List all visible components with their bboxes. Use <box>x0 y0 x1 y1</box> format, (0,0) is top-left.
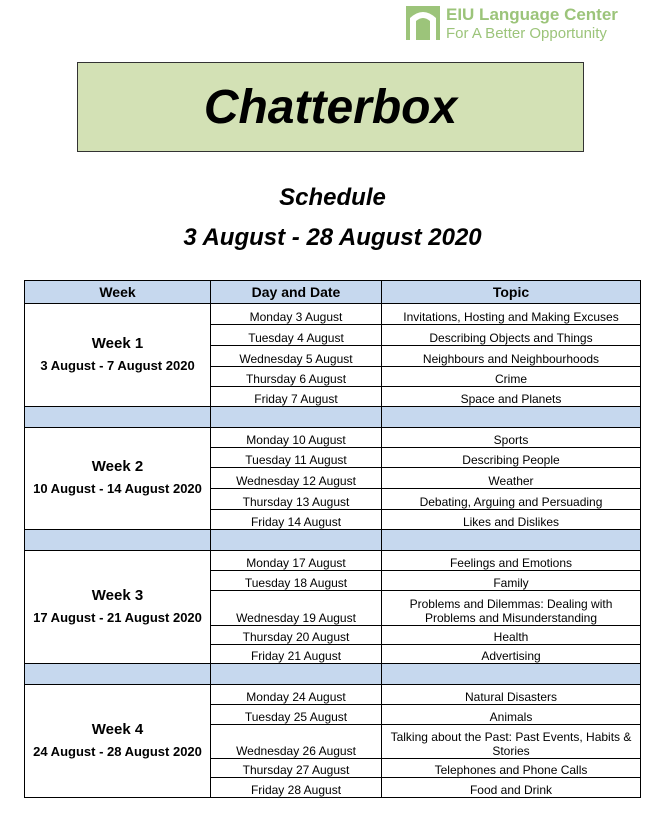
day-date-cell: Monday 17 August <box>211 551 382 571</box>
logo <box>406 5 636 45</box>
topic-cell: Space and Planets <box>382 387 641 407</box>
topic-cell: Crime <box>382 367 641 387</box>
header-topic: Topic <box>382 281 641 304</box>
week-separator-row <box>25 664 641 685</box>
separator-cell <box>25 664 211 685</box>
topic-cell: Family <box>382 571 641 591</box>
separator-cell <box>211 664 382 685</box>
topic-cell: Neighbours and Neighbourhoods <box>382 346 641 367</box>
separator-cell <box>211 530 382 551</box>
page-title: Chatterbox <box>203 80 458 134</box>
header-week: Week <box>25 281 211 304</box>
week-name: Week 1 <box>91 334 144 352</box>
day-date-cell: Tuesday 11 August <box>211 448 382 468</box>
day-date-cell: Monday 10 August <box>211 428 382 448</box>
day-date-cell: Thursday 20 August <box>211 626 382 645</box>
day-date-cell: Thursday 27 August <box>211 759 382 778</box>
day-date-cell: Wednesday 26 August <box>211 725 382 759</box>
week-cell <box>25 428 211 530</box>
day-date-cell: Wednesday 12 August <box>211 468 382 489</box>
topic-cell: Problems and Dilemmas: Dealing with Problems and Misunderstanding <box>382 591 641 626</box>
day-date-cell: Thursday 13 August <box>211 489 382 510</box>
logo-mark-icon <box>406 6 440 40</box>
day-date-cell: Wednesday 5 August <box>211 346 382 367</box>
topic-cell: Food and Drink <box>382 778 641 798</box>
topic-cell: Describing People <box>382 448 641 468</box>
topic-cell: Advertising <box>382 645 641 664</box>
week-range: 24 August - 28 August 2020 <box>33 743 202 759</box>
day-date-cell: Tuesday 4 August <box>211 325 382 346</box>
separator-cell <box>211 407 382 428</box>
day-date-cell: Friday 14 August <box>211 510 382 530</box>
separator-cell <box>382 530 641 551</box>
header-day-date: Day and Date <box>211 281 382 304</box>
topic-cell: Invitations, Hosting and Making Excuses <box>382 304 641 325</box>
separator-cell <box>25 407 211 428</box>
date-range-heading: 3 August - 28 August 2020 <box>183 224 482 251</box>
week-range: 10 August - 14 August 2020 <box>33 481 202 496</box>
topic-cell: Telephones and Phone Calls <box>382 759 641 778</box>
table-row <box>25 428 641 448</box>
topic-cell: Weather <box>382 468 641 489</box>
separator-cell <box>382 407 641 428</box>
day-date-cell: Tuesday 18 August <box>211 571 382 591</box>
day-date-cell: Wednesday 19 August <box>211 591 382 626</box>
week-range: 3 August - 7 August 2020 <box>40 357 195 373</box>
table-header-row <box>25 281 641 304</box>
topic-cell: Health <box>382 626 641 645</box>
topic-cell: Natural Disasters <box>382 685 641 705</box>
day-date-cell: Friday 21 August <box>211 645 382 664</box>
day-date-cell: Tuesday 25 August <box>211 705 382 725</box>
day-date-cell: Thursday 6 August <box>211 367 382 387</box>
topic-cell: Feelings and Emotions <box>382 551 641 571</box>
table-row <box>25 685 641 705</box>
day-date-cell: Friday 7 August <box>211 387 382 407</box>
topic-cell: Likes and Dislikes <box>382 510 641 530</box>
logo-name: EIU Language Center <box>446 5 618 24</box>
table-row <box>25 551 641 571</box>
separator-cell <box>25 530 211 551</box>
schedule-table <box>24 280 641 798</box>
topic-cell: Describing Objects and Things <box>382 325 641 346</box>
week-cell <box>25 551 211 664</box>
topic-cell: Debating, Arguing and Persuading <box>382 489 641 510</box>
schedule-heading: Schedule <box>279 184 386 211</box>
week-separator-row <box>25 530 641 551</box>
topic-cell: Animals <box>382 705 641 725</box>
week-name: Week 3 <box>91 586 144 604</box>
week-separator-row <box>25 407 641 428</box>
day-date-cell: Friday 28 August <box>211 778 382 798</box>
week-range: 17 August - 21 August 2020 <box>33 609 202 625</box>
separator-cell <box>382 664 641 685</box>
topic-cell: Talking about the Past: Past Events, Habits & Stories <box>382 725 641 759</box>
week-cell <box>25 304 211 407</box>
topic-cell: Sports <box>382 428 641 448</box>
logo-tagline: For A Better Opportunity <box>446 25 607 42</box>
table-row <box>25 304 641 325</box>
week-name: Week 4 <box>91 720 144 738</box>
day-date-cell: Monday 24 August <box>211 685 382 705</box>
title-banner <box>77 62 584 152</box>
week-cell <box>25 685 211 798</box>
day-date-cell: Monday 3 August <box>211 304 382 325</box>
week-name: Week 2 <box>91 458 144 475</box>
